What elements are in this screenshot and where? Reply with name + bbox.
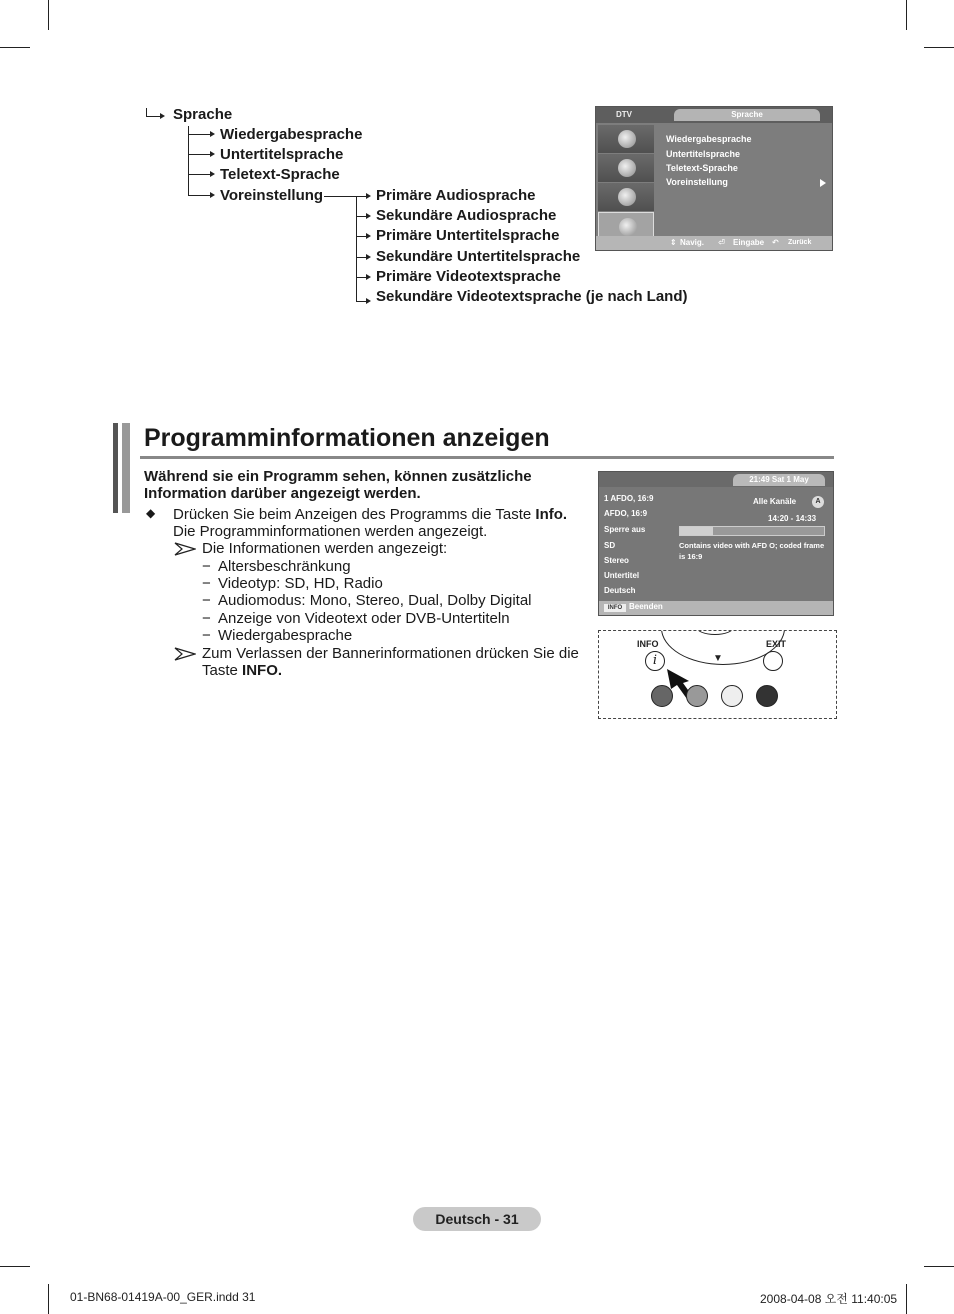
note-text [202, 645, 582, 679]
note-list-item: − Anzeige von Videotext oder DVB-Untertiteln [202, 610, 510, 627]
bullet-text-post: Die Programminformationen werden angezeigt. [173, 523, 488, 540]
section-title: Programminformationen anzeigen [144, 424, 550, 452]
red-button [651, 685, 673, 707]
tree-subitem: Sekundäre Videotextsprache (je nach Land) [376, 288, 688, 305]
note-arrow-icon [174, 542, 196, 556]
tree-subitem: Sekundäre Untertitelsprache [376, 248, 581, 265]
note-list-item: − Audiomodus: Mono, Stereo, Dual, Dolby Digital [202, 592, 532, 609]
info-button-icon: INFO [604, 604, 626, 612]
osd-back-label: Zurück [788, 239, 812, 246]
sound-icon [598, 154, 654, 182]
exit-button [763, 651, 783, 671]
note-list-item: − Videotyp: SD, HD, Radio [202, 575, 383, 592]
osd-menu-item: Wiedergabesprache [666, 134, 752, 144]
heading-bar [122, 423, 130, 513]
note-list-item: − Wiedergabesprache [202, 627, 353, 644]
crop-mark [906, 1284, 907, 1314]
updown-icon: ⇕ [670, 238, 677, 247]
osd-menu-item: Voreinstellung [666, 177, 728, 187]
return-icon: ↶ [772, 238, 779, 247]
info-line: Stereo [604, 556, 629, 565]
antenna-badge: A [812, 496, 824, 508]
green-button [686, 685, 708, 707]
yellow-button [721, 685, 743, 707]
remote-control-illustration [598, 630, 837, 719]
crop-mark [924, 1266, 954, 1267]
tree-item: Voreinstellung [220, 187, 324, 204]
program-description: Contains video with AFD O; coded frame is 16:9 [679, 541, 825, 561]
diamond-bullet-icon: ◆ [146, 506, 156, 520]
page-number: Deutsch - 31 [413, 1207, 541, 1231]
section-intro: Während sie ein Programm sehen, können zusätzliche Information darüber angezeigt werden. [144, 468, 532, 502]
bullet-key: Info. [535, 506, 568, 523]
osd-info-banner [598, 471, 834, 616]
channel-list-label: Alle Kanäle [753, 497, 797, 506]
heading-bar [113, 423, 118, 513]
bullet-text [173, 506, 583, 540]
tree-item: Teletext-Sprache [220, 166, 340, 183]
osd-enter-label: Eingabe [733, 238, 765, 247]
note-text: Die Informationen werden angezeigt: [202, 540, 448, 557]
osd-nav-label: Navig. [680, 238, 705, 247]
info-key-label: INFO [637, 639, 659, 649]
info-line: Deutsch [604, 586, 636, 595]
info-line: 1 AFDO, 16:9 [604, 494, 654, 503]
osd-tab-sprache: Sprache [674, 109, 820, 121]
tree-item: Wiedergabesprache [220, 126, 363, 143]
file-name: 01-BN68-01419A-00_GER.indd 31 [70, 1290, 256, 1304]
crop-mark [0, 1266, 30, 1267]
heading-rule [140, 456, 834, 459]
osd-help-bar [596, 236, 832, 250]
program-time: 14:20 - 14:33 [768, 514, 817, 523]
program-progress [679, 526, 825, 536]
osd-menu-item: Untertitelsprache [666, 149, 741, 159]
note-arrow-icon [174, 647, 196, 661]
osd-source-label: DTV [616, 110, 632, 119]
exit-label: Beenden [629, 602, 663, 611]
note2-text: Zum Verlassen der Bannerinformationen drücken Sie die Taste [202, 645, 579, 679]
gear-icon [598, 183, 654, 211]
osd-language-menu [595, 106, 833, 251]
arrow-right-icon [820, 179, 826, 187]
tree-subitem: Sekundäre Audiosprache [376, 207, 557, 224]
crop-mark [906, 0, 907, 30]
tree-subitem: Primäre Untertitelsprache [376, 227, 560, 244]
down-arrow-icon: ▼ [713, 653, 723, 664]
info-button: i [645, 651, 665, 671]
info-line: SD [604, 541, 616, 550]
tree-root: Sprache [173, 106, 233, 123]
print-date: 2008-04-08 오전 11:40:05 [760, 1292, 898, 1306]
tree-item: Untertitelsprache [220, 146, 344, 163]
picture-icon [598, 125, 654, 153]
osd-clock: 21:49 Sat 1 May [733, 474, 825, 486]
info-line: Sperre aus [604, 525, 646, 534]
crop-mark [48, 1284, 49, 1314]
tree-subitem: Primäre Audiosprache [376, 187, 536, 204]
note2-key: INFO. [242, 662, 283, 679]
info-line: AFDO, 16:9 [604, 509, 648, 518]
osd-sidebar [598, 125, 654, 242]
note-list-item: − Altersbeschränkung [202, 558, 351, 575]
info-line: Untertitel [604, 571, 640, 580]
crop-mark [924, 47, 954, 48]
bullet-text-pre: Drücken Sie beim Anzeigen des Programms die Taste [173, 506, 536, 523]
osd-help-bar [599, 601, 833, 615]
blue-button [756, 685, 778, 707]
tree-subitem: Primäre Videotextsprache [376, 268, 561, 285]
enter-icon: ⏎ [718, 238, 725, 247]
exit-key-label: EXIT [766, 639, 787, 649]
osd-menu-item: Teletext-Sprache [666, 163, 738, 173]
